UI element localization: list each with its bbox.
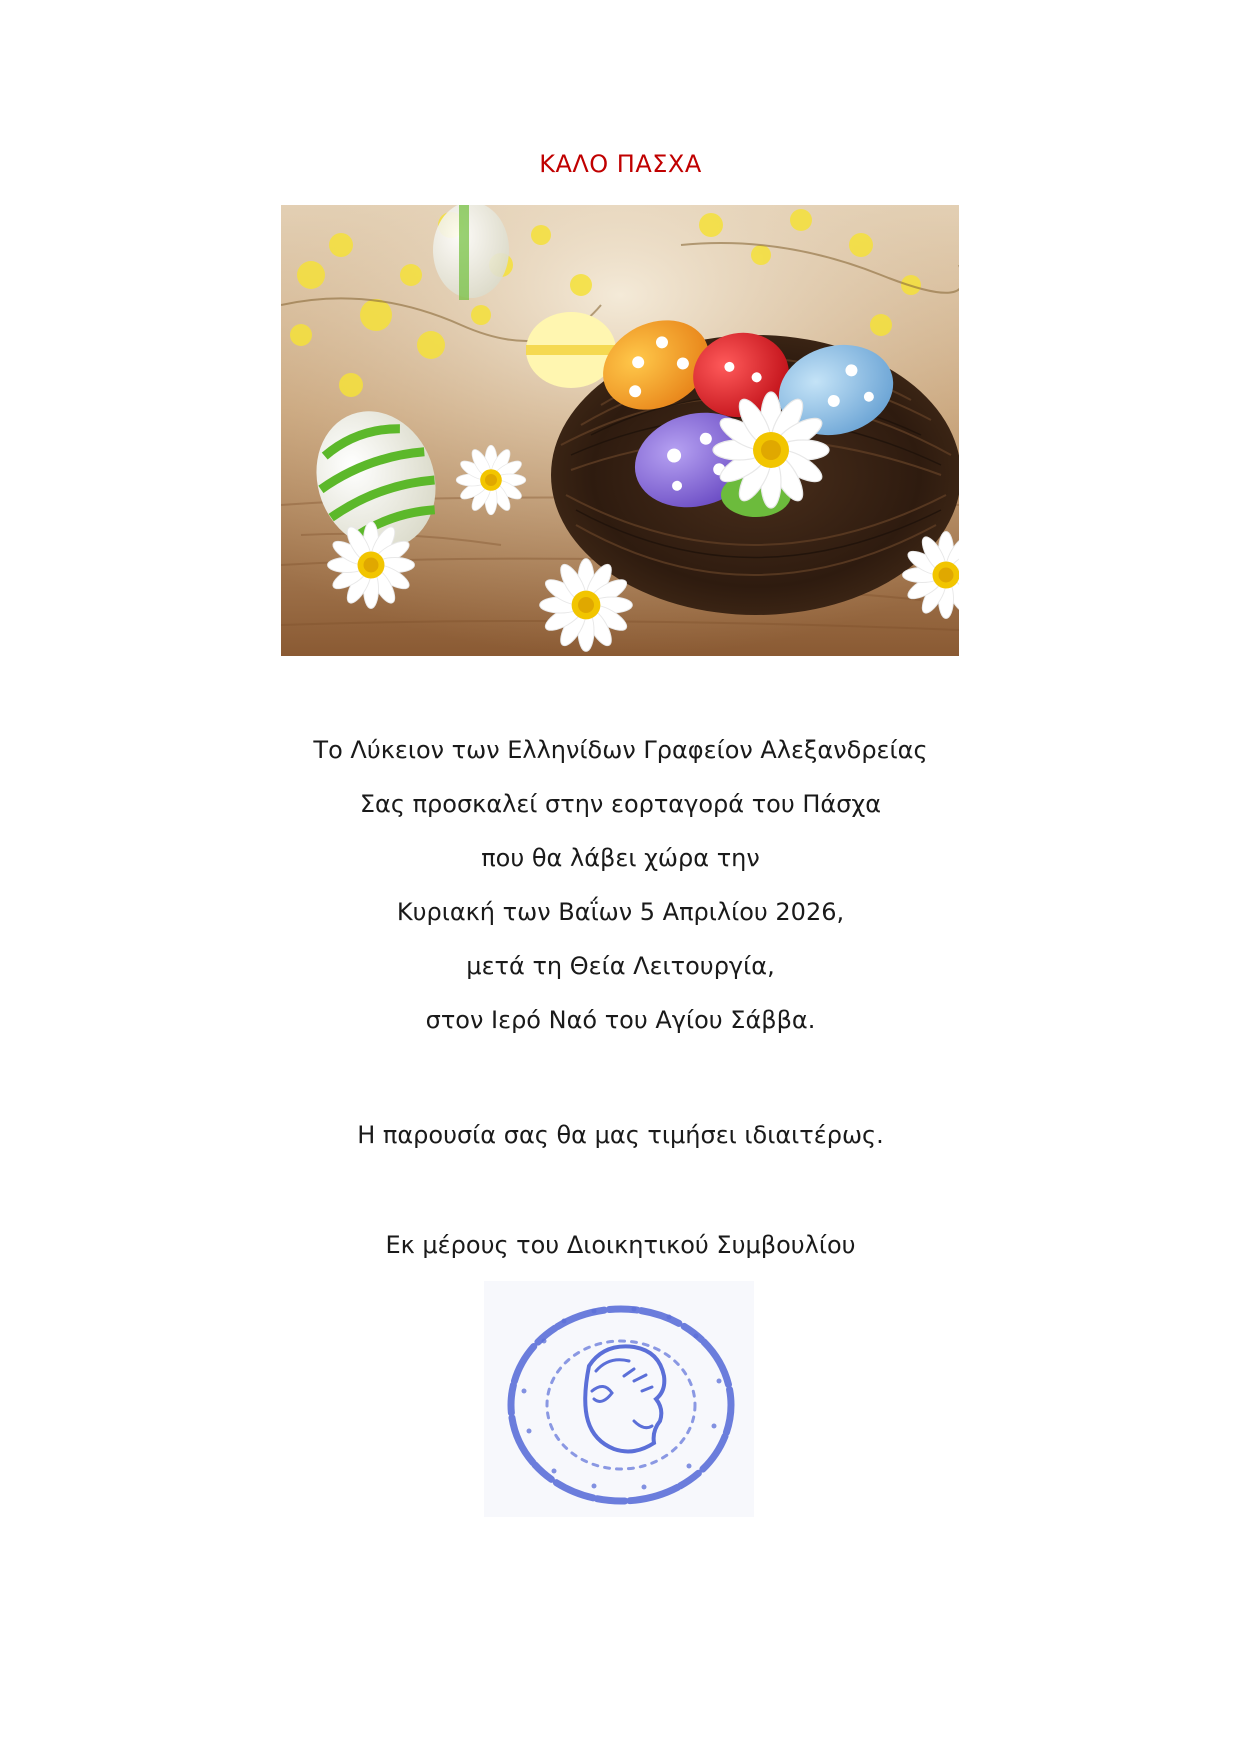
invitation-line-occasion: που θα λάβει χώρα την [481,844,760,872]
lyceum-seal-stamp [484,1281,754,1517]
invitation-line-organization: Το Λύκειον των Ελληνίδων Γραφείον Αλεξανδρείας [313,736,928,764]
easter-eggs-photo [281,205,959,656]
signature-line: Εκ μέρους του Διοικητικού Συμβουλίου [385,1231,856,1259]
closing-line: Η παρουσία σας θα μας τιμήσει ιδιαιτέρως. [357,1121,884,1149]
page-title: ΚΑΛΟ ΠΑΣΧΑ [539,150,702,178]
invitation-line-location: στον Ιερό Ναό του Αγίου Σάββα. [425,1006,816,1034]
invitation-line-date: Κυριακή των Βαΐων 5 Απριλίου 2026, [396,898,845,926]
invitation-line-time: μετά τη Θεία Λειτουργία, [466,952,775,980]
invitation-line-invite: Σας προσκαλεί στην εορταγορά του Πάσχα [359,790,882,818]
